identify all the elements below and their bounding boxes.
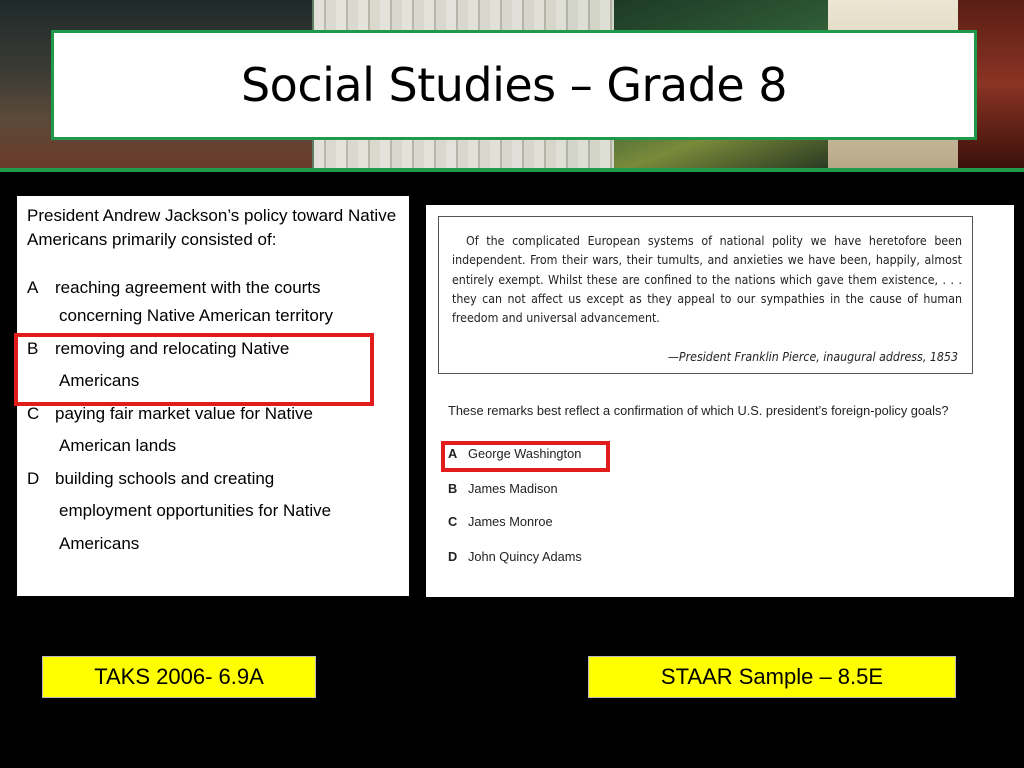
- quote-box: [438, 216, 973, 374]
- choice-b-line2: Americans: [59, 371, 140, 390]
- option-c: C James Monroe: [448, 514, 553, 529]
- quote-source: —President Franklin Pierce, inaugural address, 1853: [667, 350, 958, 364]
- choice-b-line1: B removing and relocating Native: [27, 338, 290, 358]
- option-a: A George Washington: [448, 446, 582, 461]
- choice-c-line2: American lands: [59, 436, 177, 455]
- choice-d-line2: employment opportunities for Native: [59, 501, 332, 520]
- answer-highlight-box: [14, 333, 374, 406]
- staar-question-text: These remarks best reflect a confirmation of which U.S. president’s foreign-policy goals?: [448, 403, 949, 418]
- choice-d-line1: D building schools and creating: [27, 468, 275, 488]
- option-d: D John Quincy Adams: [448, 549, 582, 564]
- choice-d-line3: Americans: [59, 533, 140, 553]
- title-box: [51, 30, 977, 140]
- choice-a-line1: A reaching agreement with the courts: [27, 278, 321, 297]
- quote-text: Of the complicated European systems of national polity we have heretofore been independent. From their wars, their tumults, and anxieties we have been, happily, almost entirely exempt. Whilst these are confined to the nations which gave them existence, . . . they can not affect us except as they appeal to our sympathies in the cause of human freedom and universal advancement.: [452, 234, 962, 326]
- option-b: B James Madison: [448, 481, 558, 496]
- taks-question-text: President Andrew Jackson’s policy toward Native Americans primarily consisted of:: [27, 206, 397, 249]
- answer-highlight-box: [441, 441, 610, 472]
- choice-c-line1: C paying fair market value for Native: [27, 403, 313, 423]
- choice-a-line2: concerning Native American territory: [59, 306, 334, 325]
- staar-label: STAAR Sample – 8.5E: [588, 656, 956, 698]
- banner-divider: [0, 168, 1024, 172]
- staar-sample-panel: [426, 205, 1014, 597]
- taks-label: TAKS 2006- 6.9A: [42, 656, 316, 698]
- page-title: Social Studies – Grade 8: [240, 58, 788, 112]
